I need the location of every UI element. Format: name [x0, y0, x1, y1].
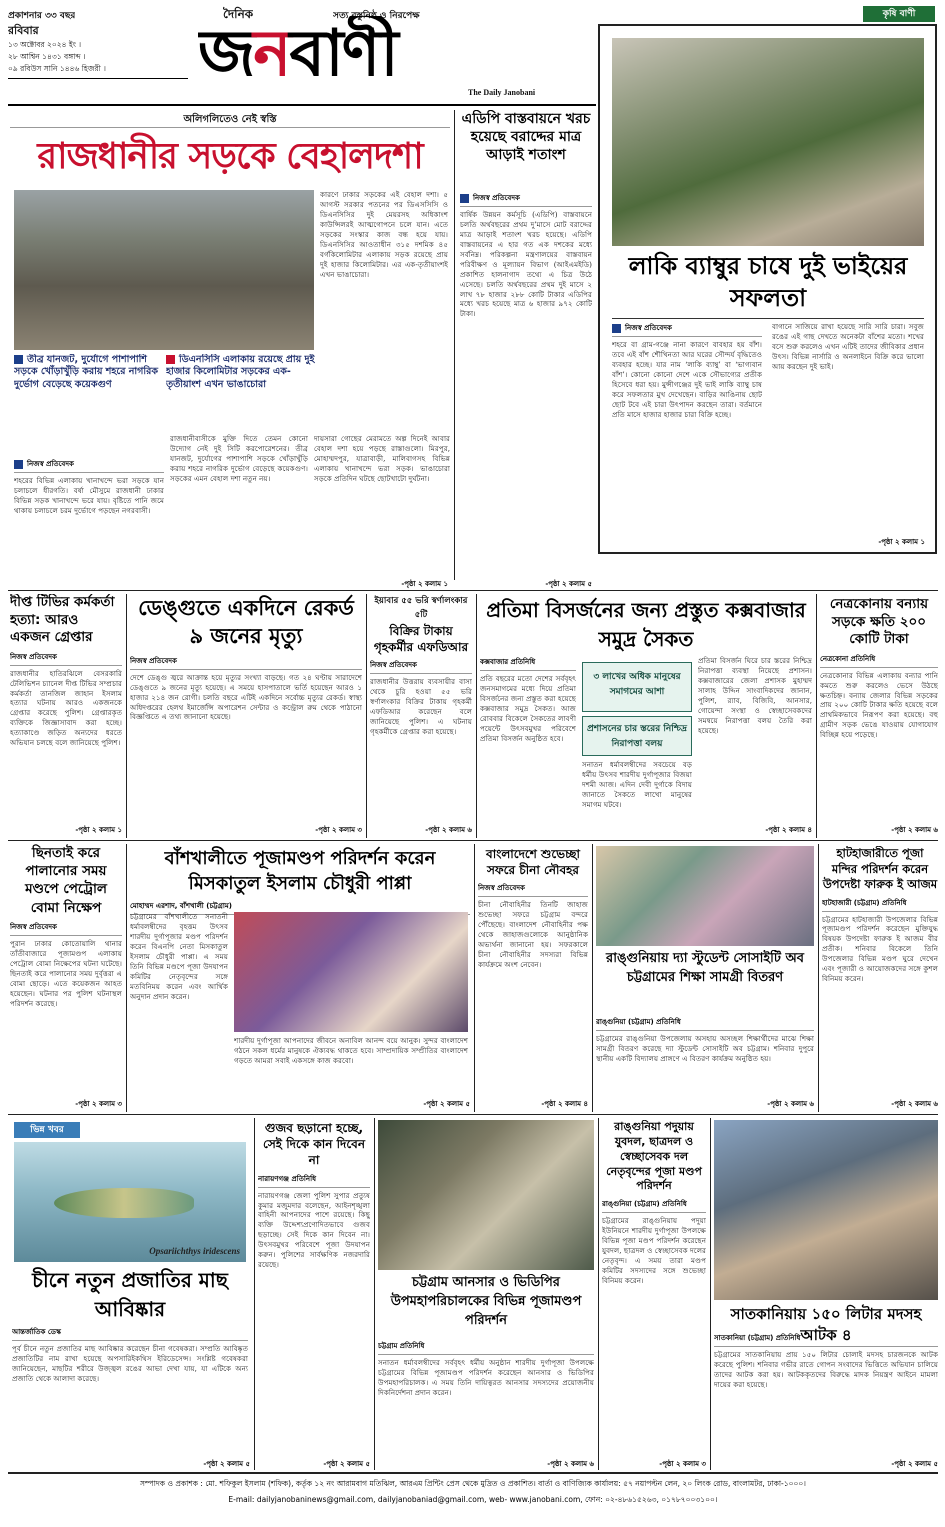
lead-text-col4: দায়সারা গোছের মেরামতে অল্প দিনেই আবার বেহাল দশা হয়ে পড়ছে রাস্তাগুলো। মিরপুর, মোহাম্মদপুর, যাত্রাবাড়ী, মালিবাগসহ বিভিন্ন এলাকায় খানাখন্দে ভরা সড়ক। ভাঙাচোরা সড়কে প্রতিদিন ঘটছে ছোটখাটো দুর্ঘটনা। — [314, 434, 450, 483]
protima-callout-2: প্রশাসনের চার স্তরের নিশ্চিদ্র নিরাপত্তা বলয় — [582, 716, 692, 756]
pub-year: প্রকাশনার ৩৩ বছর — [8, 11, 76, 21]
protima-text-2: প্রতিমা বিসর্জন ঘিরে চার স্তরের নিশ্চিদ্র নিরাপত্তা ব্যবস্থা নিয়েছে প্রশাসন। কক্সবাজারের জেলা প্রশাসক মুহাম্মদ সালাহ উদ্দিন সাংবাদিকদের জানান, পুলিশ, র‍্যাব, বিজিবি, আনসার, গোয়েন্দা সংস্থা ও স্বেচ্ছাসেবকদের সমন্বয়ে নিরাপত্তা বলয় তৈরি করা হয়েছে। — [698, 656, 812, 735]
protima-text-3: সনাতন ধর্মাবলম্বীদের সবচেয়ে বড় ধর্মীয় উৎসব শারদীয় দুর্গাপূজার বিজয়া দশমী আজ। এদিন দেবী দুর্গাকে বিদায় জানাতে সৈকতে লাখো মানুষের সমাগম ঘটবে। — [582, 760, 692, 809]
netrokona-byline: নেত্রকোনা প্রতিনিধি — [820, 653, 938, 668]
lead-caption-1: তীব্র যানজট, দুর্যোগে পাশাপাশি সড়কে খোঁড়াখুঁড়ি করায় শহরে নাগরিক দুর্ভোগ বেড়েছে কয়েকগুণ — [14, 354, 158, 390]
gujob-continued: -পৃষ্ঠা ২ কলাম ৫ — [323, 1460, 370, 1468]
banshkhali-text: চট্টগ্রামের বাঁশখালীতে সনাতনী ধর্মাবলম্বীদের বৃহত্তম উৎসব শারদীয় দুর্গাপূজার মণ্ডপ পরিদর্শন করেন বিএনপি নেতা মিসকাতুল ইসলাম চৌধুরী পাপ্পা। এ সময় তিনি বিভিন্ন মণ্ডপে পূজা উদযাপন কমিটির নেতৃবৃন্দের সঙ্গে মতবিনিময় করেন এবং আর্থিক অনুদান প্রদান করেন। — [130, 912, 228, 1001]
ayub-byline: নিজস্ব প্রতিবেদক — [370, 659, 472, 674]
gujob-byline: নারায়ণগঞ্জ প্রতিনিধি — [258, 1173, 370, 1188]
ansar-text: সনাতন ধর্মাবলম্বীদের সর্ববৃহৎ ধর্মীয় অনুষ্ঠান শারদীয় দুর্গাপূজা উপলক্ষে চট্টগ্রামের বিভিন্ন পূজামণ্ডপ পরিদর্শন করেছেন আনসার ও ভিডিপির উপমহাপরিচালক। এ সময় তিনি দায়িত্বরত আনসার সদস্যদের প্রয়োজনীয় দিকনির্দেশনা প্রদান করেন। — [378, 1358, 594, 1397]
lead-text-col2: শহরের বিভিন্ন এলাকায় খানাখন্দে ভরা সড়কে যান চলাচলে ধীরগতি। বর্ষা মৌসুমে রাজধানী ঢাকার বিভিন্ন সড়ক খানাখন্দে ভরে যায়। বৃষ্টিতে পানি জমে থাকায় চলাচলে চরম দুর্ভোগে পড়ছেন নগরবাসী। — [14, 476, 164, 515]
dengue-continued: -পৃষ্ঠা ২ কলাম ৩ — [315, 826, 362, 834]
rangunia-student-headline: রাঙ্গুনিয়ায় দ্যা স্টুডেন্ট সোসাইটি অব চট্টগ্রামের শিক্ষা সামগ্রী বিতরণ — [606, 951, 804, 985]
adp-headline: এডিপি বাস্তবায়নে খরচ হয়েছে বরাদ্দের মাত্র আড়াই শতাংশ — [461, 111, 591, 164]
lakkhi-bamboo-section — [598, 24, 937, 554]
lead-headline: রাজধানীর সড়কে বেহালদশা — [37, 136, 423, 177]
netrokona-headline: নেত্রকোনায় বন্যায় সড়কে ক্ষতি ২০০ কোটি টাকা — [829, 596, 929, 648]
rangunia-padua-continued: -পৃষ্ঠা ২ কলাম ৩ — [659, 1460, 706, 1468]
adp-byline: নিজস্ব প্রতিবেদক — [460, 192, 592, 207]
satkania-headline: সাতকানিয়ায় ১৫০ লিটার মদসহ আটক ৪ — [730, 1305, 922, 1344]
teebee-text: রাজধানীর হাতিরঝিলে বেসরকারি টেলিভিশন চ্যানেল দীপ্ত টিভির সম্প্রচার কর্মকর্তা তানজিল জাহান ইসলাম হত্যার ঘটনায় আরও একজনকে গ্রেপ্তার করেছে পুলিশ। গ্রেপ্তারকৃত ব্যক্তিকে জিজ্ঞাসাবাদ করা হচ্ছে। হত্যাকাণ্ডে জড়িত অন্যদের ধরতে অভিযান চলছে বলে জানিয়েছে পুলিশ। — [10, 668, 122, 748]
rangunia-padua-headline: রাঙ্গুনিয়া পদুয়ায় যুবদল, ছাত্রদল ও স্বেচ্ছাসেবক দল নেতৃবৃন্দের পূজা মণ্ডপ পরিদর্শন — [606, 1120, 702, 1193]
banshkhali-byline: মোহাম্মদ এরশাদ, বাঁশখালী (চট্টগ্রাম) — [130, 900, 470, 915]
banshkhali-headline: বাঁশখালীতে পূজামণ্ডপ পরিদর্শন করেন মিসকাতুল ইসলাম চৌধুরী পাপ্পা — [164, 848, 436, 895]
ayub-headline: বিক্রির টাকায় গৃহকর্মীর এফডিআর — [373, 624, 469, 654]
lead-byline: নিজস্ব প্রতিবেদক — [14, 458, 164, 473]
lead-text-col3: রাজধানীবাসীকে মুক্তি দিতে তেমন কোনো উদ্যোগ নেই দুই সিটি করপোরেশনের। তীব্র যানজট, দুর্যোগের পাশাপাশি সড়কে খোঁড়াখুঁড়ি করায় শহরে নাগরিক দুর্ভোগ বেড়েছে কয়েকগুণ। সড়কের এমন বেহাল দশা নতুন নয়। — [170, 434, 308, 483]
dengue-byline: নিজস্ব প্রতিবেদক — [130, 655, 362, 670]
dengue-headline: ডেঙ্গুতে একদিনে রেকর্ড ৯ জনের মৃত্যু — [138, 596, 354, 649]
rangunia-student-text: চট্টগ্রামের রাঙ্গুনিয়া উপজেলায় অসহায় অসচ্ছল শিক্ষার্থীদের মাঝে শিক্ষা সামগ্রী বিতরণ করেছে দ্যা স্টুডেন্ট সোসাইটি অব চট্টগ্রাম। শনিবার দুপুরে স্থানীয় একটি বিদ্যালয় প্রাঙ্গণে এ বিতরণ কার্যক্রম অনুষ্ঠিত হয়। — [596, 1034, 814, 1063]
lead-kicker: অলিগলিতেও নেই স্বস্তি — [10, 112, 450, 128]
china-drum-headline: বাংলাদেশে শুভেচ্ছা সফরে চীনা নৌবহর — [486, 847, 580, 878]
chhintai-headline: ছিনতাই করে পালানোর সময় মণ্ডপে পেট্রোল বোমা নিক্ষেপ — [25, 845, 107, 916]
lead-text-col1: কারণে ঢাকার সড়কের এই বেহাল দশা। ৫ আগস্ট সরকার পতনের পর ডিএসসিসি ও ডিএনসিসির দুই মেয়রসহ অধিকাংশ কাউন্সিলরই আত্মগোপনে চলে যান। এতে সড়কের সংস্কার কাজ বন্ধ হয়ে যায়। ডিএনসিসির আওতাধীন ৩১৫ দশমিক ৪৫ বর্গকিলোমিটার এলাকায় সড়ক রয়েছে প্রায় দুই হাজার কিলোমিটার। এর এক-তৃতীয়াংশই এখন ভাঙাচোরা। — [320, 190, 448, 279]
masthead-date-en: ১৩ অক্টোবর ২০২৪ ইং । — [8, 40, 82, 49]
bhinno-continued: -পৃষ্ঠা ২ কলাম ৫ — [203, 1460, 250, 1468]
daily-label: দৈনিক — [223, 7, 254, 21]
protima-headline: প্রতিমা বিসর্জনের জন্য প্রস্তুত কক্সবাজার সমুদ্র সৈকত — [486, 598, 806, 651]
bhinno-byline: আন্তর্জাতিক ডেস্ক — [12, 1326, 248, 1341]
chhintai-continued: -পৃষ্ঠা ২ কলাম ৩ — [75, 1100, 122, 1108]
gujob-headline: গুজব ছড়ানো হচ্ছে, সেই দিকে কান দিবেন না — [263, 1121, 365, 1168]
satkania-photo — [714, 1120, 938, 1300]
footer-imprint: সম্পাদক ও প্রকাশক : মো. শফিকুল ইসলাম (শফিক), কর্তৃক ১২ নং আরামবাগ মতিঝিল, আরএম প্রিন্টিং প্রেস থেকে মুদ্রিত ও প্রকাশিত। বার্তা ও বাণিজ্যিক কার্যালয়: ৫৭ নয়াপল্টন লেন, ২০ লিংক রোড, বাংলামটর, ঢাকা-১০০০। — [140, 1479, 806, 1488]
masthead-date-bn: ২৮ আশ্বিন ১৪৩১ বঙ্গাব্দ । — [8, 52, 86, 61]
satkania-byline: সাতকানিয়া (চট্টগ্রাম) প্রতিনিধি — [714, 1332, 938, 1347]
reporter-icon — [460, 194, 469, 203]
teebee-continued: -পৃষ্ঠা ২ কলাম ১ — [75, 826, 122, 834]
fish-caption: Opsariichthys iridescens — [149, 1246, 240, 1256]
teebee-headline: দীপ্ত টিভির কর্মকর্তা হত্যা: আরও একজন গ্রেপ্তার — [10, 594, 115, 646]
hathazari-headline: হাটহাজারীতে পূজা মন্দির পরিদর্শন করেন উপদেষ্টা ফারুক ই আজম — [822, 846, 938, 892]
lakkhi-text-2: বাগানে সাজিয়ে রাখা হয়েছে সারি সারি চারা। সবুজ রঙের এই গাছ দেখতে অনেকটা বাঁশের মতো। শখের বসে শুরু করলেও এখন এটিই তাদের জীবিকার প্রধান উৎস। বিভিন্ন নার্সারি ও অনলাইনে বিক্রি করে ভালো আয় করছেন দুই ভাই। — [772, 322, 924, 371]
adp-text: বার্ষিক উন্নয়ন কর্মসূচি (এডিপি) বাস্তবায়নে চলতি অর্থবছরের প্রথম দু’মাসে মোট বরাদ্দের মাত্র আড়াই শতাংশ খরচ হয়েছে। এডিপি বাস্তবায়নের এ হার গত এক দশকের মধ্যে সর্বনিম্ন। পরিকল্পনা মন্ত্রণালয়ের বাস্তবায়ন পরিবীক্ষণ ও মূল্যায়ন বিভাগ (আইএমইডি) প্রকাশিত হালনাগাদ তথ্যে এ চিত্র উঠে এসেছে। চলতি অর্থবছরের প্রথম দুই মাসে ২ লাখ ৭৮ হাজার ২৮৮ কোটি টাকার এডিপির মধ্যে খরচ হয়েছে মাত্র ৬ হাজার ৯৭২ কোটি টাকা। — [460, 210, 592, 319]
reporter-icon — [612, 324, 621, 333]
china-drum-text: চীনা নৌবাহিনীর তিনটি জাহাজ শুভেচ্ছা সফরে চট্টগ্রাম বন্দরে পৌঁছেছে। বাংলাদেশ নৌবাহিনীর পক্ষ থেকে জাহাজগুলোকে আনুষ্ঠানিক অভ্যর্থনা জানানো হয়। সফরকালে চীনা নৌবাহিনীর সদস্যরা বিভিন্ন কার্যক্রমে অংশ নেবেন। — [478, 900, 588, 969]
lakkhi-text: শহরে বা গ্রাম-গঞ্জে নানা কারণে বাবহার হয় বাঁশ। তবে এই বাঁশ শৌখিনতা আর ঘরের সৌন্দর্য বৃদ্ধিতেও ব্যবহার হচ্ছে। যার নাম ‘লাকি ব্যাম্বু’ বা ‘ভাগ্যবান বাঁশ’। কোনো কোনো দেশে একে সৌভাগ্যের প্রতীক হিসেবে ধরা হয়। মুন্সীগঞ্জের দুই ভাই লাকি ব্যাম্বু চাষ করে সফলতার মুখ দেখেছেন। বাড়ির আঙিনায় ছোট ছোট টবে এই চারা উৎপাদন করছেন তারা। বর্তমানে প্রতি মাসে হাজার হাজার চারা বিক্রি হচ্ছে। — [612, 340, 762, 419]
banshkhali-continued: -পৃষ্ঠা ২ কলাম ৫ — [423, 1100, 470, 1108]
ayub-text: রাজধানীর উত্তরায় ব্যবসায়ীর বাসা থেকে চুরি হওয়া ৫৫ ভরি স্বর্ণালংকার বিক্রির টাকায় গৃহকর্মী এফডিআর করেছেন বলে জানিয়েছে পুলিশ। এ ঘটনায় গৃহকর্মীকে গ্রেপ্তার করা হয়েছে। — [370, 677, 472, 736]
masthead-day: রবিবার — [8, 24, 39, 37]
ansar-photo — [378, 1120, 594, 1270]
masthead — [8, 4, 596, 108]
english-name: The Daily Janobani — [468, 88, 536, 97]
tagline: সত্য বস্তুনিষ্ঠ ও নিরপেক্ষ — [333, 11, 420, 21]
hathazari-byline: হাটহাজারী (চট্টগ্রাম) প্রতিনিধি — [822, 897, 938, 912]
ansar-headline: চট্টগ্রাম আনসার ও ভিডিপির উপমহাপরিচালকের বিভিন্ন পূজামণ্ডপ পরিদর্শন — [390, 1275, 582, 1328]
masthead-date-hijri: ০৯ রবিউস সানি ১৪৪৬ হিজরী । — [8, 64, 106, 73]
bhinno-text: পূর্ব চীনে নতুন প্রজাতির মাছ আবিষ্কার করেছেন চীনা গবেষকরা। সম্প্রতি আবিষ্কৃত প্রজাতিটির নাম রাখা হয়েছে অপসারিইকথিস ইরিডেসেন্স। সংশ্লিষ্ট গবেষকরা জানিয়েছেন, মাছটির শরীরে উজ্জ্বল রঙের আভা দেখা যায়, যা এটিকে অন্য প্রজাতি থেকে আলাদা করেছে। — [12, 1344, 248, 1383]
hathazari-text: চট্টগ্রামের হাটহাজারী উপজেলার বিভিন্ন পূজামণ্ডপ পরিদর্শন করেছেন মুক্তিযুদ্ধ বিষয়ক উপদেষ্টা ফারুক ই আজম বীর প্রতীক। শনিবার বিকেলে তিনি উপজেলার বিভিন্ন মণ্ডপ ঘুরে দেখেন এবং পূজারী ও আয়োজকদের সঙ্গে কুশল বিনিময় করেন। — [822, 914, 938, 984]
satkania-text: চট্টগ্রামের সাতকানিয়ায় প্রায় ১৫০ লিটার চোলাই মদসহ চারজনকে আটক করেছে পুলিশ। শনিবার গভীর রাতে গোপন সংবাদের ভিত্তিতে অভিযান চালিয়ে তাদের আটক করা হয়। আটককৃতদের বিরুদ্ধে মাদক নিয়ন্ত্রণ আইনে মামলা দায়ের করা হয়েছে। — [714, 1350, 938, 1389]
reporter-icon — [14, 460, 23, 469]
bhinno-khobor-section — [10, 1118, 250, 1462]
protima-callout-1: ৩ লাখের অধিক মানুষের সমাগমের আশা — [582, 662, 692, 712]
lakkhi-continued: -পৃষ্ঠা ২ কলাম ১ — [878, 538, 925, 546]
lakkhi-byline: নিজস্ব প্রতিবেদক — [612, 322, 762, 337]
banshkhali-text-2: শারদীয় দুর্গাপূজা আপনাদের জীবনে অনাবিল আনন্দ বয়ে আনুক। সুন্দর বাংলাদেশ গঠনে সকল ধর্মের মানুষকে ঐক্যবদ্ধ থাকতে হবে। সাম্প্রদায়িক সম্প্রীতির বাংলাদেশ গড়তে আমরা সবাই একসঙ্গে কাজ করবো। — [234, 1036, 468, 1065]
adp-continued: -পৃষ্ঠা ২ কলাম ৫ — [545, 580, 592, 588]
china-drum-byline: নিজস্ব প্রতিবেদক — [478, 882, 588, 897]
footer-contact: E-mail: dailyjanobaninews@gmail.com, dailyjanobaniad@gmail.com, web- www.janobani.com, ফোন: ০২-৪৮৬১৫২৬৩, ০১৭৮৭০০৩১০০। — [228, 1495, 718, 1504]
ayub-headline-top: ইয়াবার ৫৫ ভরি স্বর্ণালংকার ৫টি — [374, 596, 468, 620]
fish-photo — [14, 1142, 246, 1262]
lead-continued: -পৃষ্ঠা ২ কলাম ১ — [401, 580, 448, 588]
lead-road-photo — [14, 190, 314, 350]
fish-shape — [54, 1188, 194, 1218]
ansar-continued: -পৃষ্ঠা ২ কলাম ৬ — [547, 1460, 594, 1468]
satkania-continued: -পৃষ্ঠা ২ কলাম ৫ — [891, 1460, 938, 1468]
bhinno-headline: চীনে নতুন প্রজাতির মাছ আবিষ্কার — [32, 1268, 228, 1321]
protima-byline: কক্সবাজার প্রতিনিধি — [480, 656, 576, 671]
hathazari-continued: -পৃষ্ঠা ২ কলাম ৬ — [891, 1100, 938, 1108]
rangunia-padua-byline: রাঙ্গুনিয়া (চট্টগ্রাম) প্রতিনিধি — [602, 1198, 706, 1213]
lead-caption-2: ডিএনসিসি এলাকায় রয়েছে প্রায় দুই হাজার কিলোমিটার সড়কের এক-তৃতীয়াংশ এখন ভাঙাচোরা — [166, 354, 315, 390]
newspaper-logo: জনবাণী — [198, 17, 397, 91]
protima-text: প্রতি বছরের মতো দেশের সর্ববৃহৎ জনসমাগমের মধ্যে দিয়ে প্রতিমা বিসর্জনের জন্য প্রস্তুত করা হয়েছে কক্সবাজার সমুদ্র সৈকত। আজ রোববার বিকেলে সৈকতের লাবণী পয়েন্টে উৎসবমুখর পরিবেশে প্রতিমা বিসর্জন অনুষ্ঠিত হবে। — [480, 674, 576, 743]
chhintai-byline: নিজস্ব প্রতিবেদক — [10, 921, 122, 936]
gujob-text: নারায়ণগঞ্জ জেলা পুলিশ সুপার প্রত্যুষ কুমার মজুমদার বলেছেন, আইনশৃঙ্খলা বাহিনী আপনাদের পাশে রয়েছে। কিছু ব্যক্তি উদ্দেশ্যপ্রণোদিতভাবে গুজব ছড়াচ্ছে। সেই দিকে কান দিবেন না। উৎসবমুখর পরিবেশে পূজা উদযাপন করুন। পুলিশের সার্বক্ষণিক নজরদারি রয়েছে। — [258, 1190, 370, 1270]
teebee-byline: নিজস্ব প্রতিবেদক — [10, 651, 122, 666]
banshkhali-photo — [234, 912, 468, 1032]
rangunia-padua-text: চট্টগ্রামের রাঙ্গুনিয়ায় পদুয়া ইউনিয়নে শারদীয় দুর্গাপূজা উপলক্ষে বিভিন্ন পূজা মণ্ডপ পরিদর্শন করেছেন যুবদল, ছাত্রদল ও স্বেচ্ছাসেবক দলের নেতৃবৃন্দ। এ সময় তারা মণ্ডপ কমিটির সদস্যদের সঙ্গে শুভেচ্ছা বিনিময় করেন। — [602, 1216, 706, 1285]
lakkhi-headline: লাকি ব্যাম্বুর চাষে দুই ভাইয়ের সফলতা — [628, 252, 908, 313]
dengue-text: দেশে ডেঙ্গু জ্বরে আক্রান্ত হয়ে মৃত্যুর সংখ্যা বাড়ছে। গত ২৪ ঘণ্টায় সারাদেশে ডেঙ্গুতে ৯ জনের মৃত্যু হয়েছে। এ সময়ে হাসপাতালে ভর্তি হয়েছেন আরও ১ হাজার ২১৪ জন রোগী। চলতি বছরে এটিই একদিনে সর্বোচ্চ মৃত্যুর রেকর্ড। স্বাস্থ্য অধিদপ্তরের হেলথ ইমার্জেন্সি অপারেশন সেন্টার ও কন্ট্রোল রুম থেকে পাঠানো বিজ্ঞপ্তিতে এ তথ্য জানানো হয়েছে। — [130, 672, 362, 722]
ansar-byline: চট্টগ্রাম প্রতিনিধি — [378, 1340, 594, 1355]
ayub-continued: -পৃষ্ঠা ২ কলাম ৬ — [425, 826, 472, 834]
lakkhi-bamboo-photo — [612, 38, 924, 246]
krishi-bani-label: কৃষি বাণী — [863, 6, 935, 22]
netrokona-continued: -পৃষ্ঠা ২ কলাম ৬ — [891, 826, 938, 834]
china-drum-continued: -পৃষ্ঠা ২ কলাম ৪ — [541, 1100, 588, 1108]
rangunia-student-photo — [596, 846, 814, 946]
caption-icon — [166, 355, 175, 364]
caption-icon — [14, 355, 23, 364]
rangunia-student-continued: -পৃষ্ঠা ২ কলাম ৬ — [767, 1100, 814, 1108]
chhintai-text: পুরান ঢাকার কোতোয়ালি থানার তাঁতীবাজারে পূজামণ্ডপ এলাকায় পেট্রোল বোমা নিক্ষেপের ঘটনা ঘটেছে। ছিনতাই করে পালানোর সময় দুর্বৃত্তরা এ বোমা ছোড়ে। এতে কয়েকজন আহত হয়েছেন। ঘটনার পর পুলিশ ঘটনাস্থল পরিদর্শন করেছে। — [10, 938, 122, 1008]
netrokona-text: নেত্রকোনার বিভিন্ন এলাকায় বন্যার পানি কমতে শুরু করলেও ভেসে উঠছে ক্ষতচিহ্ন। বন্যায় জেলার বিভিন্ন সড়কের প্রায় ২০০ কোটি টাকার ক্ষতি হয়েছে বলে প্রাথমিকভাবে নিরূপণ করা হয়েছে। বহু গ্রামীণ সড়ক ভেঙে যাওয়ায় যোগাযোগ বিচ্ছিন্ন হয়ে পড়েছে। — [820, 670, 938, 740]
bhinno-label: ভিন্ন খবর — [14, 1122, 80, 1138]
rangunia-student-byline: রাঙ্গুনিয়া (চট্টগ্রাম) প্রতিনিধি — [596, 1016, 814, 1031]
protima-continued: -পৃষ্ঠা ২ কলাম ৪ — [765, 826, 812, 834]
